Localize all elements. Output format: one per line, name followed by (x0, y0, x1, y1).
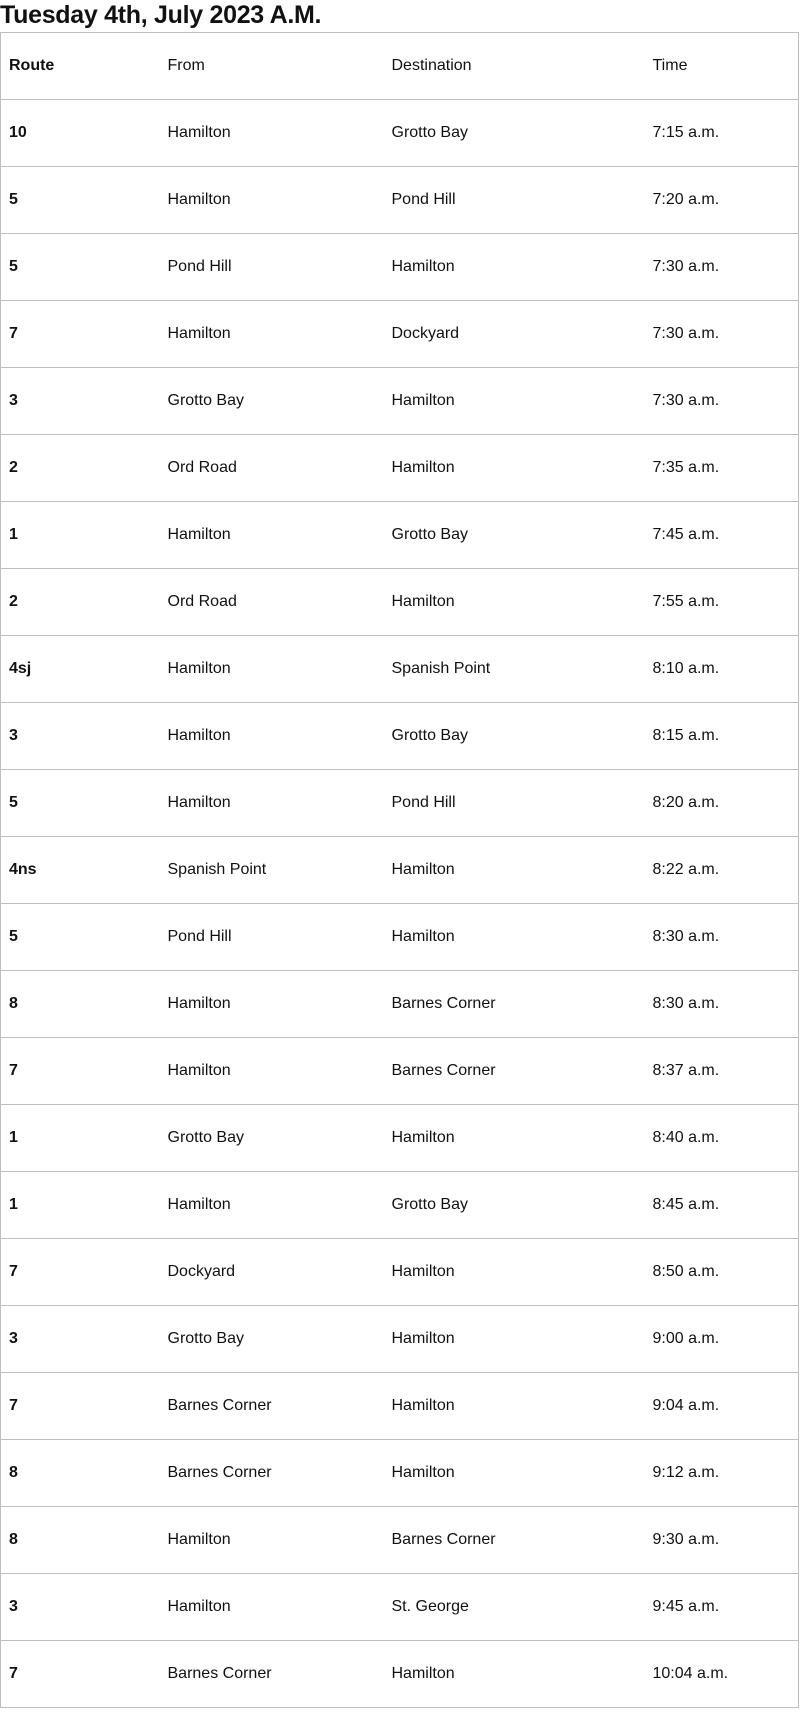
table-row (1, 502, 799, 569)
from-cell: Hamilton (160, 1507, 384, 1574)
from-cell: Hamilton (160, 1172, 384, 1239)
route-cell: 7 (1, 1038, 160, 1105)
destination-cell: Grotto Bay (384, 1172, 645, 1239)
route-cell: 7 (1, 301, 160, 368)
header-time: Time (645, 33, 799, 100)
table-row (1, 167, 799, 234)
table-row (1, 1574, 799, 1641)
destination-cell: Dockyard (384, 301, 645, 368)
time-cell: 8:20 a.m. (645, 770, 799, 837)
table-row (1, 1038, 799, 1105)
time-cell: 7:20 a.m. (645, 167, 799, 234)
from-cell: Ord Road (160, 569, 384, 636)
route-cell: 3 (1, 1574, 160, 1641)
time-cell: 8:50 a.m. (645, 1239, 799, 1306)
destination-cell: St. George (384, 1574, 645, 1641)
from-cell: Hamilton (160, 502, 384, 569)
page-title: Tuesday 4th, July 2023 A.M. (0, 1, 322, 29)
from-cell: Hamilton (160, 167, 384, 234)
time-cell: 9:04 a.m. (645, 1373, 799, 1440)
from-cell: Hamilton (160, 301, 384, 368)
header-destination: Destination (384, 33, 645, 100)
time-cell: 8:45 a.m. (645, 1172, 799, 1239)
route-cell: 4sj (1, 636, 160, 703)
time-cell: 8:22 a.m. (645, 837, 799, 904)
time-cell: 8:30 a.m. (645, 971, 799, 1038)
time-cell: 7:30 a.m. (645, 301, 799, 368)
table-row (1, 1507, 799, 1574)
destination-cell: Grotto Bay (384, 502, 645, 569)
table-row (1, 770, 799, 837)
table-row (1, 100, 799, 167)
route-cell: 5 (1, 234, 160, 301)
destination-cell: Hamilton (384, 368, 645, 435)
from-cell: Barnes Corner (160, 1440, 384, 1507)
route-cell: 7 (1, 1373, 160, 1440)
table-row (1, 1373, 799, 1440)
from-cell: Pond Hill (160, 234, 384, 301)
route-cell: 5 (1, 167, 160, 234)
from-cell: Hamilton (160, 636, 384, 703)
time-cell: 7:15 a.m. (645, 100, 799, 167)
destination-cell: Spanish Point (384, 636, 645, 703)
table-row (1, 703, 799, 770)
table-row (1, 1239, 799, 1306)
table-row (1, 971, 799, 1038)
from-cell: Pond Hill (160, 904, 384, 971)
table-row (1, 301, 799, 368)
from-cell: Hamilton (160, 770, 384, 837)
time-cell: 8:15 a.m. (645, 703, 799, 770)
header-row (1, 33, 799, 100)
from-cell: Barnes Corner (160, 1373, 384, 1440)
route-cell: 10 (1, 100, 160, 167)
table-row (1, 435, 799, 502)
time-cell: 8:40 a.m. (645, 1105, 799, 1172)
destination-cell: Grotto Bay (384, 100, 645, 167)
destination-cell: Hamilton (384, 234, 645, 301)
table-row (1, 1306, 799, 1373)
table-row (1, 1105, 799, 1172)
table-row (1, 1641, 799, 1708)
time-cell: 8:30 a.m. (645, 904, 799, 971)
from-cell: Hamilton (160, 1038, 384, 1105)
bus-schedule-table (0, 32, 799, 1708)
destination-cell: Hamilton (384, 1105, 645, 1172)
route-cell: 1 (1, 502, 160, 569)
route-cell: 8 (1, 971, 160, 1038)
time-cell: 7:35 a.m. (645, 435, 799, 502)
from-cell: Hamilton (160, 100, 384, 167)
time-cell: 7:30 a.m. (645, 234, 799, 301)
destination-cell: Hamilton (384, 1239, 645, 1306)
route-cell: 3 (1, 1306, 160, 1373)
from-cell: Ord Road (160, 435, 384, 502)
route-cell: 8 (1, 1507, 160, 1574)
destination-cell: Barnes Corner (384, 971, 645, 1038)
route-cell: 1 (1, 1172, 160, 1239)
from-cell: Grotto Bay (160, 368, 384, 435)
route-cell: 1 (1, 1105, 160, 1172)
time-cell: 7:55 a.m. (645, 569, 799, 636)
table-row (1, 234, 799, 301)
route-cell: 3 (1, 703, 160, 770)
destination-cell: Grotto Bay (384, 703, 645, 770)
header-from: From (160, 33, 384, 100)
time-cell: 10:04 a.m. (645, 1641, 799, 1708)
route-cell: 5 (1, 904, 160, 971)
route-cell: 5 (1, 770, 160, 837)
route-cell: 3 (1, 368, 160, 435)
from-cell: Spanish Point (160, 837, 384, 904)
destination-cell: Pond Hill (384, 770, 645, 837)
from-cell: Hamilton (160, 703, 384, 770)
time-cell: 9:12 a.m. (645, 1440, 799, 1507)
from-cell: Hamilton (160, 1574, 384, 1641)
from-cell: Grotto Bay (160, 1105, 384, 1172)
time-cell: 7:30 a.m. (645, 368, 799, 435)
time-cell: 8:10 a.m. (645, 636, 799, 703)
from-cell: Barnes Corner (160, 1641, 384, 1708)
destination-cell: Barnes Corner (384, 1507, 645, 1574)
route-cell: 2 (1, 569, 160, 636)
route-cell: 2 (1, 435, 160, 502)
table-row (1, 368, 799, 435)
header-route: Route (1, 33, 160, 100)
destination-cell: Hamilton (384, 837, 645, 904)
table-row (1, 1440, 799, 1507)
time-cell: 9:45 a.m. (645, 1574, 799, 1641)
destination-cell: Hamilton (384, 1373, 645, 1440)
table-row (1, 1172, 799, 1239)
time-cell: 9:00 a.m. (645, 1306, 799, 1373)
time-cell: 8:37 a.m. (645, 1038, 799, 1105)
route-cell: 7 (1, 1641, 160, 1708)
route-cell: 8 (1, 1440, 160, 1507)
time-cell: 9:30 a.m. (645, 1507, 799, 1574)
table-row (1, 904, 799, 971)
destination-cell: Barnes Corner (384, 1038, 645, 1105)
destination-cell: Hamilton (384, 1440, 645, 1507)
from-cell: Grotto Bay (160, 1306, 384, 1373)
route-cell: 7 (1, 1239, 160, 1306)
from-cell: Dockyard (160, 1239, 384, 1306)
table-row (1, 837, 799, 904)
table-body (1, 100, 799, 1708)
destination-cell: Hamilton (384, 1306, 645, 1373)
table-header (1, 33, 799, 100)
route-cell: 4ns (1, 837, 160, 904)
destination-cell: Hamilton (384, 1641, 645, 1708)
destination-cell: Hamilton (384, 569, 645, 636)
from-cell: Hamilton (160, 971, 384, 1038)
destination-cell: Hamilton (384, 435, 645, 502)
table-row (1, 569, 799, 636)
table-row (1, 636, 799, 703)
destination-cell: Pond Hill (384, 167, 645, 234)
time-cell: 7:45 a.m. (645, 502, 799, 569)
destination-cell: Hamilton (384, 904, 645, 971)
